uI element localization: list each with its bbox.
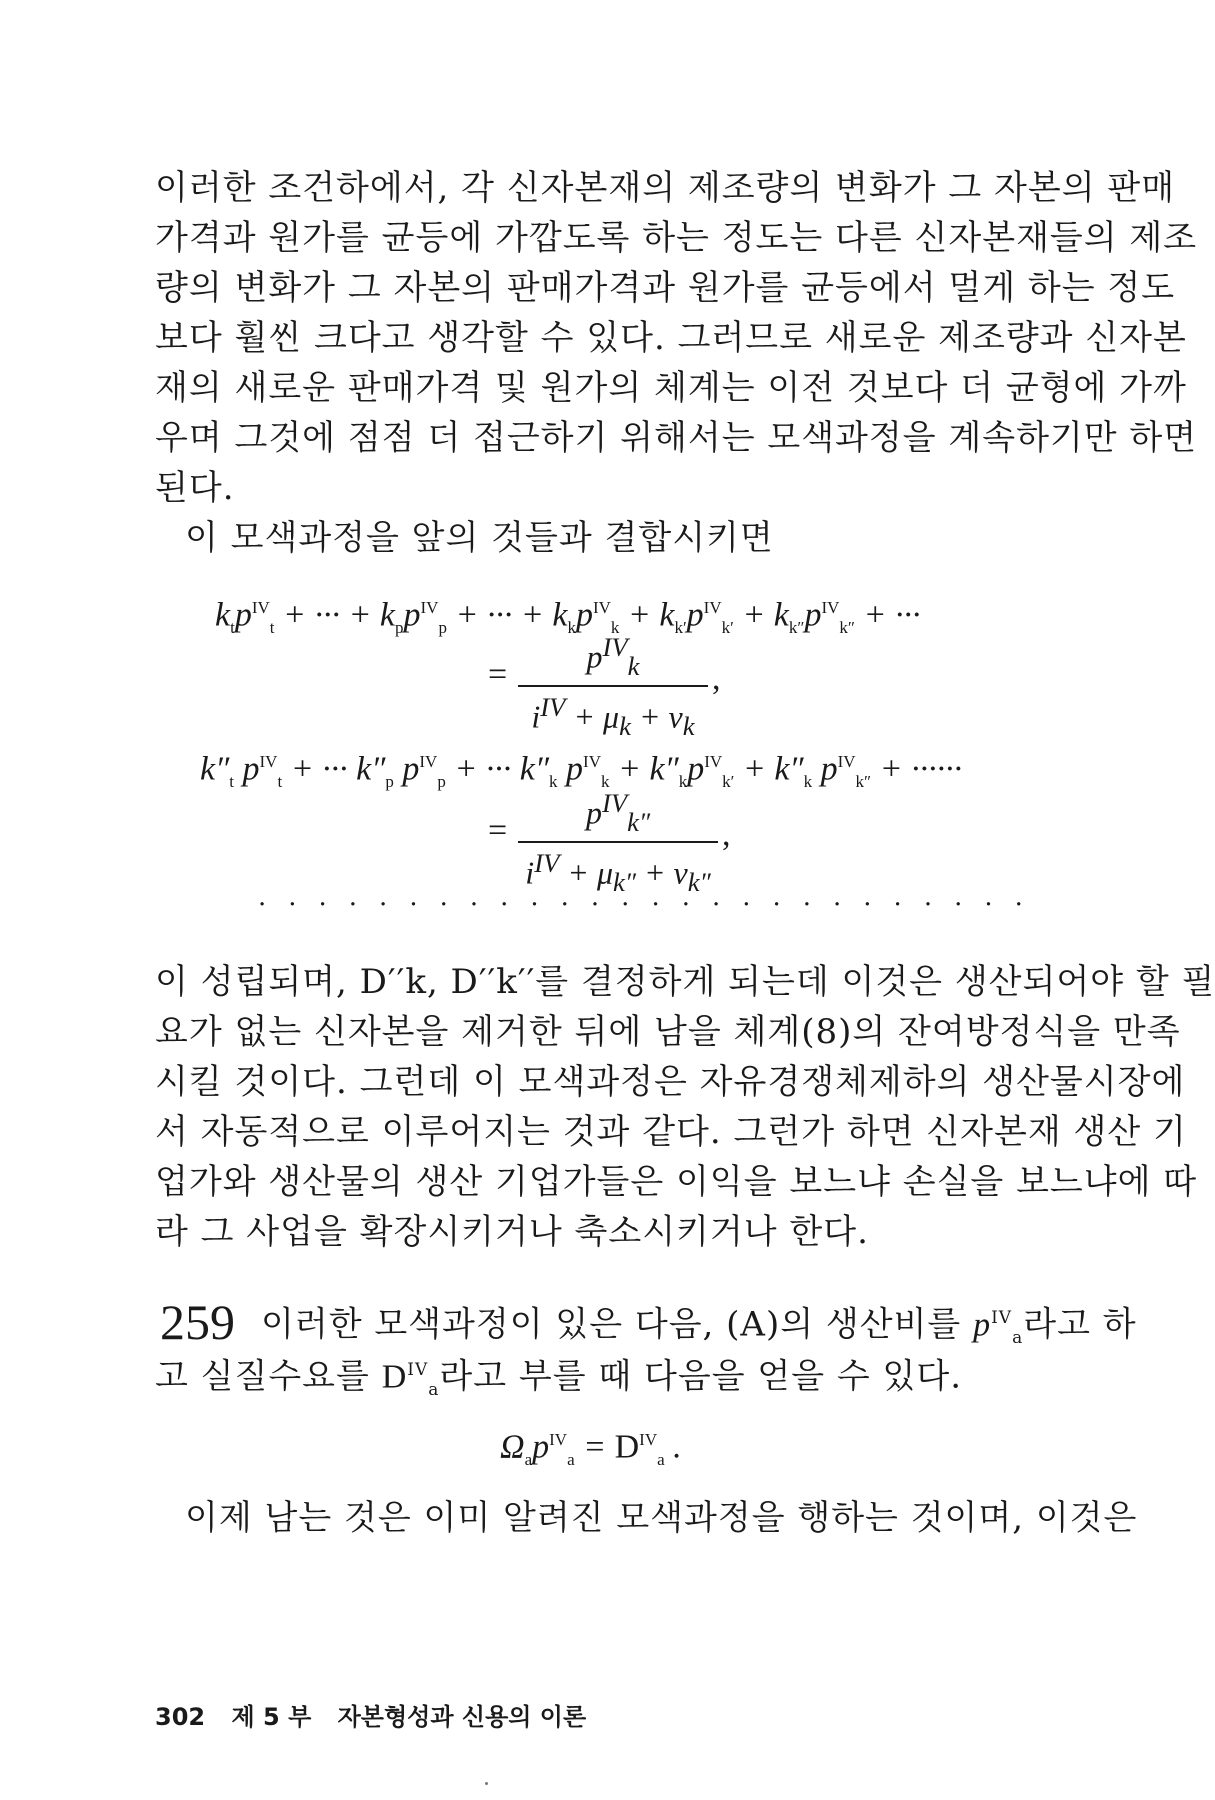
section-number: 259: [160, 1294, 235, 1351]
text-segment: 고 실질수요를: [155, 1356, 382, 1397]
equation-2-lhs: $k''_t$ $p^{IV}_t$ + ··· $k''_p$ $p^{IV}_p$ + ··· $k''_k$ $p^{IV}_k + k''_kp^{IV}_{k'} + k''_k$ $p^{IV}_{k''}$ + ······: [200, 750, 963, 792]
text-segment: 라고 부를 때 다음을 얻을 수 있다.: [439, 1356, 963, 1397]
text-line: 량의 변화가 그 자본의 판매가격과 원가를 균등에서 멀게 하는 정도: [155, 268, 1176, 308]
ellipsis-row: ··························: [258, 890, 1045, 920]
text-line: 된다.: [155, 468, 235, 508]
page-footer: [155, 1702, 586, 1732]
comma: ,: [712, 660, 721, 697]
text-line: 요가 없는 신자본을 제거한 뒤에 남을 체계(8)의 잔여방정식을 만족: [155, 1012, 1181, 1052]
denominator: $i^{IV} + \mu_k + \nu_k$: [531, 692, 695, 742]
equals-sign: =: [488, 812, 508, 849]
text-line: 이러한 조건하에서, 각 신자본재의 제조량의 변화가 그 자본의 판매: [155, 168, 1176, 208]
text-line: 서 자동적으로 이루어지는 것과 같다. 그런가 하면 신자본재 생산 기: [155, 1112, 1187, 1152]
equals-sign: =: [488, 656, 508, 693]
text-line: 가격과 원가를 균등에 가깝도록 하는 정도는 다른 신자본재들의 제조: [155, 218, 1198, 258]
text-line: 시킬 것이다. 그런데 이 모색과정은 자유경쟁체제하의 생산물시장에: [155, 1062, 1186, 1102]
numerator: $p^{IV}_{k''}$: [585, 788, 651, 838]
part-label: 제 5 부: [231, 1703, 312, 1731]
text-segment: 이러한 모색과정이 있은 다음, (A)의 생산비를: [261, 1304, 974, 1345]
text-line: 재의 새로운 판매가격 및 원가의 체계는 이전 것보다 더 균형에 가까: [155, 368, 1187, 408]
chapter-title: 자본형성과 신용의 이론: [337, 1703, 587, 1731]
text-line: 우며 그것에 점점 더 접근하기 위해서는 모색과정을 계속하기만 하면: [155, 418, 1198, 458]
text-line: 이 성립되며, D′′k, D′′k′′를 결정하게 되는데 이것은 생산되어야 할 필: [155, 962, 1215, 1002]
section-first-line: 259 이러한 모색과정이 있은 다음, (A)의 생산비를 $p^{IV}_a$라고 하: [160, 1294, 1137, 1351]
numerator: $p^{IV}_k$: [586, 632, 640, 682]
text-segment: 라고 하: [1023, 1304, 1137, 1345]
equation-2-fraction: [518, 786, 718, 900]
equation-1-fraction: [518, 630, 708, 744]
equation-3: $\Omega_ap^{IV}_a = D^{IV}_a$ .: [500, 1428, 682, 1470]
page-number: 302: [155, 1703, 206, 1731]
text-line: 업가와 생산물의 생산 기업가들은 이익을 보느냐 손실을 보느냐에 따: [155, 1162, 1198, 1202]
text-line: 보다 훨씬 크다고 생각할 수 있다. 그러므로 새로운 제조량과 신자본: [155, 318, 1187, 358]
text-line: 라 그 사업을 확장시키거나 축소시키거나 한다.: [155, 1212, 869, 1252]
denominator: $i^{IV} + \mu_{k''} + \nu_{k''}$: [525, 848, 711, 898]
print-speck: [485, 1782, 488, 1785]
fraction-bar: [518, 841, 718, 843]
paragraph-2: 이 모색과정을 앞의 것들과 결합시키면: [185, 518, 774, 558]
fraction-bar: [518, 685, 708, 687]
equation-1-lhs: $k_tp^{IV}_t$ + ··· + $k_pp^{IV}_p$ + ··· + $k_kp^{IV}_k + k_{k'}p^{IV}_{k'} + k_{k''}p^{IV}_{k''}$ + ···: [215, 596, 921, 638]
comma: ,: [722, 816, 731, 853]
paragraph-4: 이제 남는 것은 이미 알려진 모색과정을 행하는 것이며, 이것은: [185, 1498, 1138, 1538]
text-line: 고 실질수요를 $D^{IV}_a$라고 부를 때 다음을 얻을 수 있다.: [155, 1356, 963, 1401]
